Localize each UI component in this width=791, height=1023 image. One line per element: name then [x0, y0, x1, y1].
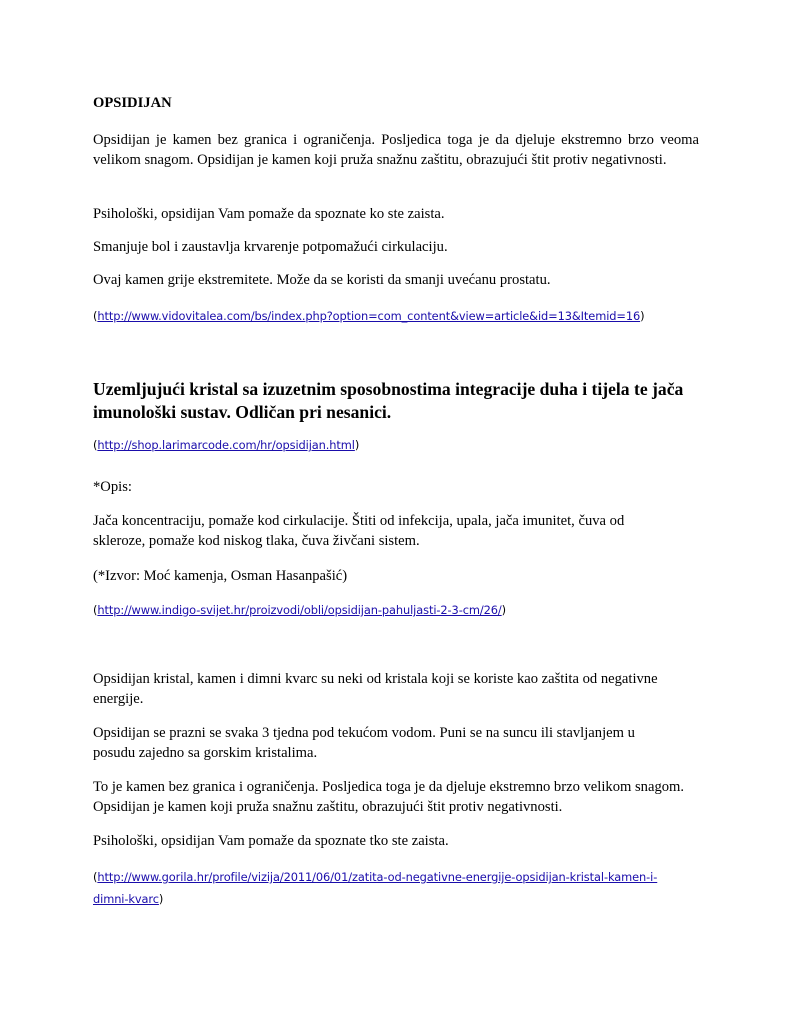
paragraph-concentration: Jača koncentraciju, pomaže kod cirkulacije. Štiti od infekcija, upala, jača imunitet, čuva od skleroze, pomaže kod niskog tlaka, čuva živčani sistem. — [93, 513, 625, 549]
source-link-gorila[interactable]: http://www.gorila.hr/profile/vizija/2011/06/01/zatita-od-negativne-energije-opsidijan-kristal-kamen-i- dimni-kvarc — [93, 870, 658, 906]
paragraph-cleansing: Opsidijan se prazni se svaka 3 tjedna pod tekućom vodom. Puni se na suncu ili stavljanjem u posudu zajedno sa gorskim kristalima. — [93, 725, 635, 761]
paragraph-protection: Opsidijan kristal, kamen i dimni kvarc su neki od kristala koji se koriste kao zaštita od negativne energije. — [93, 671, 658, 707]
paragraph-extremities: Ovaj kamen grije ekstremitete. Može da se koristi da smanji uvećanu prostatu. — [93, 272, 551, 288]
paragraph-boundless: To je kamen bez granica i ograničenja. Posljedica toga je da djeluje ekstremno brzo velikom snagom. Opsidijan je kamen koji pruža snažnu zaštitu, obrazujući štit protiv negativnosti. — [93, 779, 685, 815]
page-title: OPSIDIJAN — [93, 95, 172, 111]
paragraph-psychology-2: Psihološki, opsidijan Vam pomaže da spoznate tko ste zaista. — [93, 833, 449, 849]
source-citation: (*Izvor: Moć kamenja, Osman Hasanpašić) — [93, 568, 348, 584]
source-link-larimarcode[interactable]: http://shop.larimarcode.com/hr/opsidijan.html — [97, 438, 355, 452]
opis-label: *Opis: — [93, 479, 132, 495]
source-link-vidovitalea[interactable]: http://www.vidovitalea.com/bs/index.php?option=com_content&view=article&id=13&Itemid=16 — [97, 309, 641, 323]
paragraph-pain: Smanjuje bol i zaustavlja krvarenje potpomažući cirkulaciju. — [93, 239, 448, 255]
source-link-line-4: (http://www.gorila.hr/profile/vizija/2011/06/01/zatita-od-negativne-energije-opsidijan-kristal-kamen-i- dimni-kvarc) — [93, 870, 658, 906]
paragraph-intro: Opsidijan je kamen bez granica i ograničenja. Posljedica toga je da djeluje ekstremno brzo veoma velikom snagom. Opsidijan je kamen koji pruža snažnu zaštitu, obrazujući štit protiv negativnosti. — [93, 132, 699, 168]
source-link-line-3: (http://www.indigo-svijet.hr/proizvodi/obli/opsidijan-pahuljasti-2-3-cm/26/) — [93, 603, 507, 617]
source-link-line-1: (http://www.vidovitalea.com/bs/index.php?option=com_content&view=article&id=13&Itemid=16) — [93, 309, 645, 323]
source-link-indigo[interactable]: http://www.indigo-svijet.hr/proizvodi/obli/opsidijan-pahuljasti-2-3-cm/26/ — [97, 603, 502, 617]
section-heading: Uzemljujući kristal sa izuzetnim sposobnostima integracije duha i tijela te jača imunološki sustav. Odličan pri nesanici. — [93, 379, 684, 422]
paragraph-psychology: Psihološki, opsidijan Vam pomaže da spoznate ko ste zaista. — [93, 206, 445, 222]
source-link-line-2: (http://shop.larimarcode.com/hr/opsidijan.html) — [93, 438, 360, 452]
